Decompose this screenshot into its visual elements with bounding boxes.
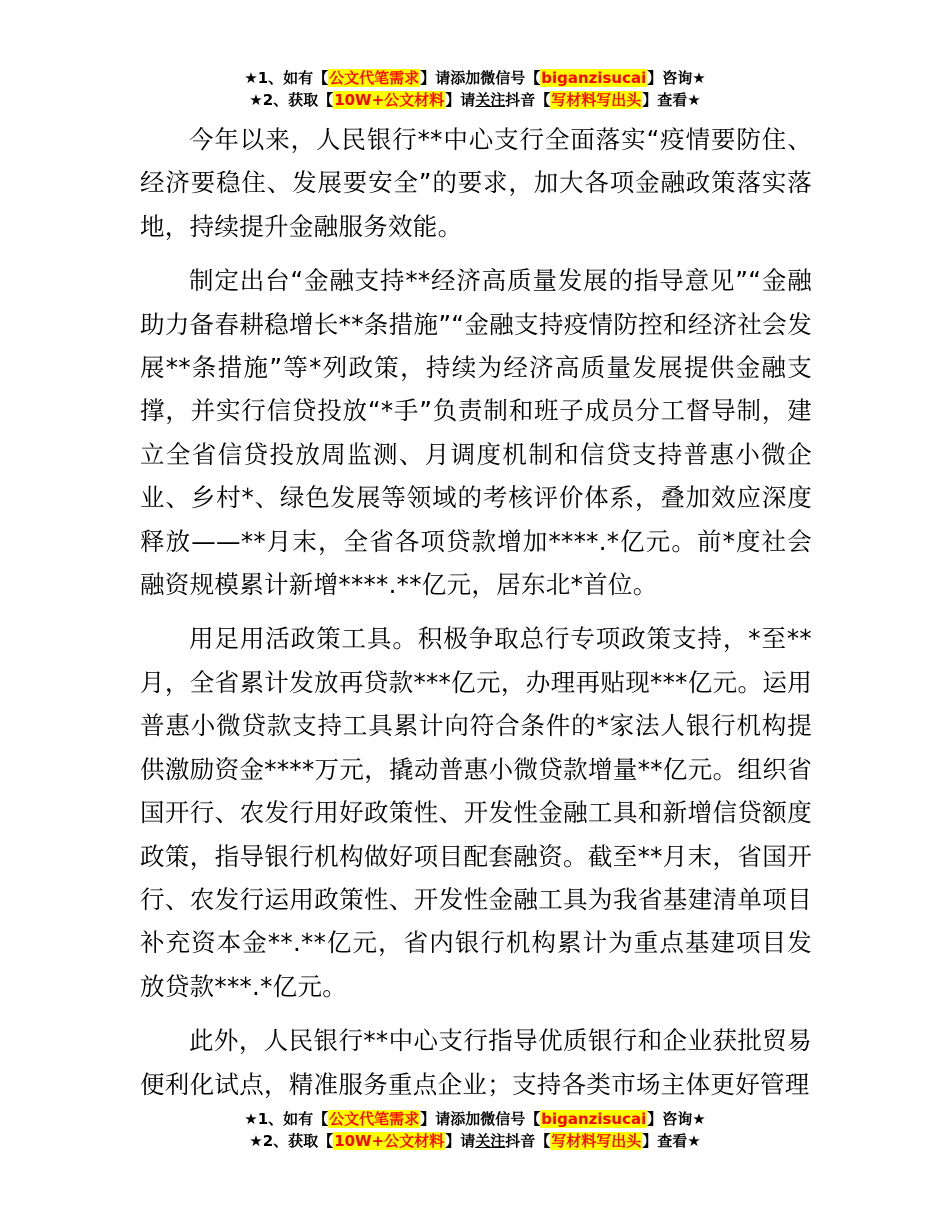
promo-text: ★1、如有【 (244, 1110, 329, 1128)
promo-line-1 (0, 67, 950, 89)
wechat-id-highlight: biganzisucai (541, 69, 647, 87)
paragraph: 用足用活政策工具。积极争取总行专项政策支持，*至**月，全省累计发放再贷款***亿元，办理再贴现***亿元。运用普惠小微贷款支持工具累计向符合条件的*家法人银行机构提供激励资金****万元，撬动普惠小微贷款增量**亿元。组织省国开行、农发行用好政策性、开发性金融工具和新增信贷额度政策，指导银行机构做好项目配套融资。截至**月末，省国开行、农发行运用政策性、开发性金融工具为我省基建清单项目补充资本金**.**亿元，省内银行机构累计为重点基建项目发放贷款***.*亿元。 (140, 624, 812, 1001)
promo-text: 抖音【 (505, 1132, 551, 1150)
promo-underlined-text: 关注 (475, 91, 506, 109)
promo-line-1 (0, 1108, 950, 1130)
promo-highlight: 写材料写出头 (551, 1132, 642, 1150)
promo-text: 】请添加微信号【 (420, 1110, 541, 1128)
promo-line-2 (0, 89, 950, 111)
promo-text: 】请 (445, 91, 476, 109)
promo-highlight: 公文代笔需求 (329, 69, 420, 87)
promo-text: 】请 (445, 1132, 476, 1150)
promo-line-2 (0, 1130, 950, 1152)
paragraph: 制定出台“金融支持**经济高质量发展的指导意见”“金融助力备春耕稳增长**条措施”“金融支持疫情防控和经济社会发展**条措施”等*列政策，持续为经济高质量发展提供金融支撑，并实行信贷投放“*手”负责制和班子成员分工督导制，建立全省信贷投放周监测、月调度机制和信贷支持普惠小微企业、乡村*、绿色发展等领域的考核评价体系，叠加效应深度释放——**月末，全省各项贷款增加****.*亿元。前*度社会融资规模累计新增****.**亿元，居东北*首位。 (140, 266, 812, 600)
promo-underlined-text: 关注 (475, 1132, 506, 1150)
promo-text: 】请添加微信号【 (420, 69, 541, 87)
promo-text: ★2、获取【 (249, 1132, 334, 1150)
promo-text: 】咨询★ (647, 1110, 706, 1128)
footer-promo (0, 1108, 950, 1152)
promo-text: 】查看★ (642, 1132, 701, 1150)
promo-text: 】查看★ (642, 91, 701, 109)
wechat-id-highlight: biganzisucai (541, 1110, 647, 1128)
promo-text: 抖音【 (505, 91, 551, 109)
promo-highlight: 写材料写出头 (551, 91, 642, 109)
paragraph: 此外，人民银行**中心支行指导优质银行和企业获批贸易便利化试点，精准服务重点企业；支持各类市场主体更好管理 (140, 1026, 812, 1099)
promo-text: 】咨询★ (647, 69, 706, 87)
promo-highlight: 10W+公文材料 (334, 91, 445, 109)
promo-highlight: 公文代笔需求 (329, 1110, 420, 1128)
paragraph: 今年以来，人民银行**中心支行全面落实“疫情要防住、经济要稳住、发展要安全”的要求，加大各项金融政策落实落地，持续提升金融服务效能。 (140, 125, 812, 241)
promo-text: ★2、获取【 (249, 91, 334, 109)
document-body (140, 118, 812, 1117)
promo-text: ★1、如有【 (244, 69, 329, 87)
header-promo (0, 67, 950, 111)
promo-highlight: 10W+公文材料 (334, 1132, 445, 1150)
